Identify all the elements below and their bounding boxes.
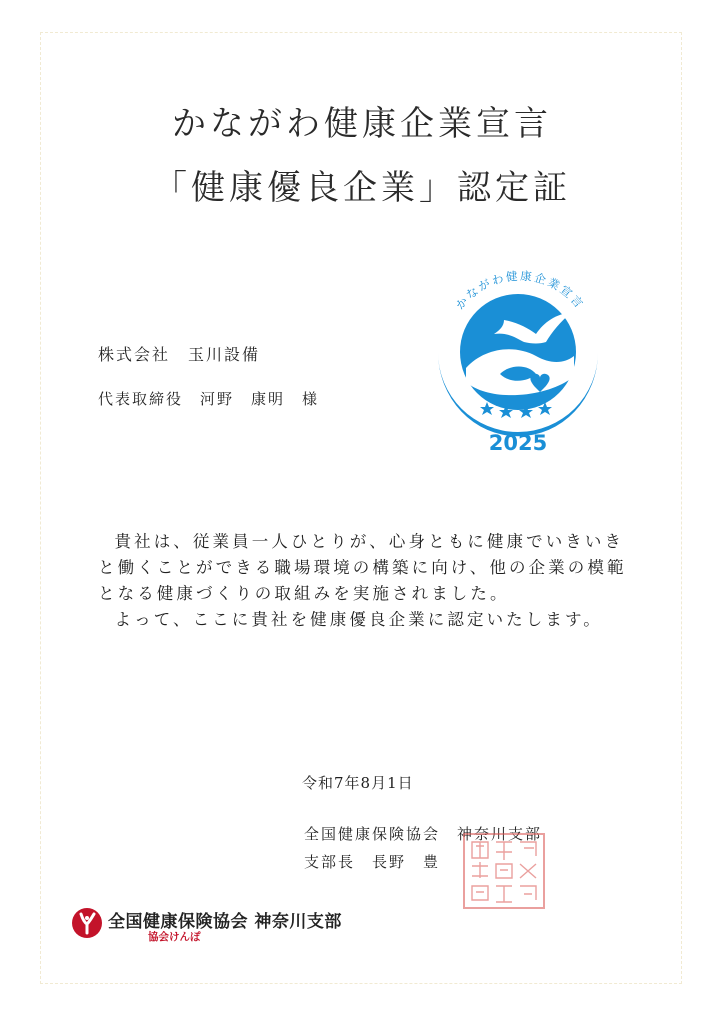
emblem-year: 2025	[488, 431, 548, 455]
kanagawa-health-declaration-emblem	[432, 256, 604, 460]
emblem-arc-text: かながわ健康企業宣言	[452, 268, 588, 313]
issuer-title-name: 支部長 長野 豊	[304, 853, 441, 871]
kyokai-kenpo-logo-icon	[70, 906, 104, 940]
title-line-2: 「健康優良企業」認定証	[153, 168, 571, 208]
certificate-body	[98, 529, 636, 633]
body-paragraph-2: よって、ここに貴社を健康優良企業に認定いたします。	[114, 610, 603, 629]
issuer-organization: 全国健康保険協会 神奈川支部	[304, 825, 543, 843]
issue-date: 令和7年8月1日	[302, 774, 414, 792]
footer-org-name: 全国健康保険協会 神奈川支部	[108, 912, 342, 932]
recipient-representative: 代表取締役 河野 康明 様	[98, 390, 320, 408]
title-line-1: かながわ健康企業宣言	[172, 104, 552, 144]
official-seal-stamp	[462, 832, 546, 910]
recipient-company: 株式会社 玉川設備	[98, 345, 261, 364]
body-paragraph-1: 貴社は、従業員一人ひとりが、心身ともに健康でいきいきと働くことができる職場環境の構築に向け、他の企業の模範となる健康づくりの取組みを実施されました。	[98, 532, 627, 603]
footer-nickname: 協会けんぽ	[148, 931, 201, 943]
